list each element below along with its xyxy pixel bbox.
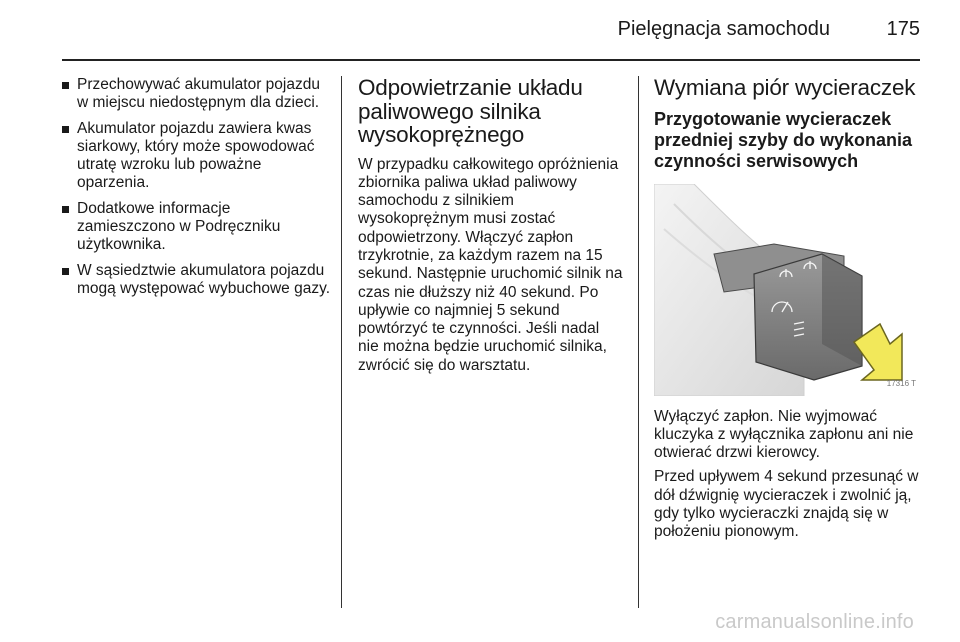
page-number: 175 — [886, 18, 920, 40]
list-item: Akumulator pojazdu zawiera kwas siarkowy, który może spowodować utratę wzroku lub poważne oparzenia. — [62, 120, 332, 193]
section-heading-wiper-blades: Wymiana piór wycieraczek — [654, 75, 916, 100]
watermark: carmanualsonline.info — [715, 611, 914, 633]
column-1 — [62, 76, 332, 305]
page-header — [0, 0, 960, 60]
fuel-bleed-paragraph: W przypadku całkowitego opróżnienia zbiornika paliwa układ paliwowy samochodu z silnikiem wysokoprężnym musi zostać odpowietrzony. Włączyć zapłon trzykrotnie, za każdym razem na 15 sekund. Następnie uruchomić silnik na czas nie dłuższy niż 40 sekund. Po upływie co najmniej 5 sekund powtórzyć te czynności. Jeśli nadal nie można będzie uruchomić silnika, zwrócić się do warsztatu. — [358, 155, 623, 374]
battery-warning-list — [62, 76, 332, 298]
wiper-lever-drawing — [654, 184, 918, 396]
wiper-lever-illustration — [654, 184, 918, 396]
page-title: Pielęgnacja samochodu — [617, 18, 830, 40]
list-item: W sąsiedztwie akumulatora pojazdu mogą występować wybuchowe gazy. — [62, 262, 332, 299]
section-heading-fuel-bleed: Odpowietrzanie układu paliwowego silnika wysokoprężnego — [358, 75, 583, 147]
list-item: Dodatkowe informacje zamieszczono w Podręczniku użytkownika. — [62, 200, 332, 255]
list-item: Przechowywać akumulator pojazdu w miejscu niedostępnym dla dzieci. — [62, 76, 332, 113]
column-divider — [341, 76, 342, 608]
wiper-instruction-2: Przed upływem 4 sekund przesunąć w dół dźwignię wycieraczek i zwolnić ją, gdy tylko wycieraczki znajdą się w położeniu pionowym. — [654, 468, 919, 541]
wiper-instruction-1: Wyłączyć zapłon. Nie wyjmować kluczyka z wyłącznika zapłonu ani nie otwierać drzwi kierowcy. — [654, 407, 914, 462]
figure-id: 17316 T — [886, 379, 916, 389]
column-divider — [638, 76, 639, 608]
column-3 — [654, 76, 922, 548]
subheading-wiper-service: Przygotowanie wycieraczek przedniej szyby do wykonania czynności serwisowych — [654, 108, 913, 171]
column-2 — [358, 76, 624, 381]
header-rule — [62, 59, 920, 61]
